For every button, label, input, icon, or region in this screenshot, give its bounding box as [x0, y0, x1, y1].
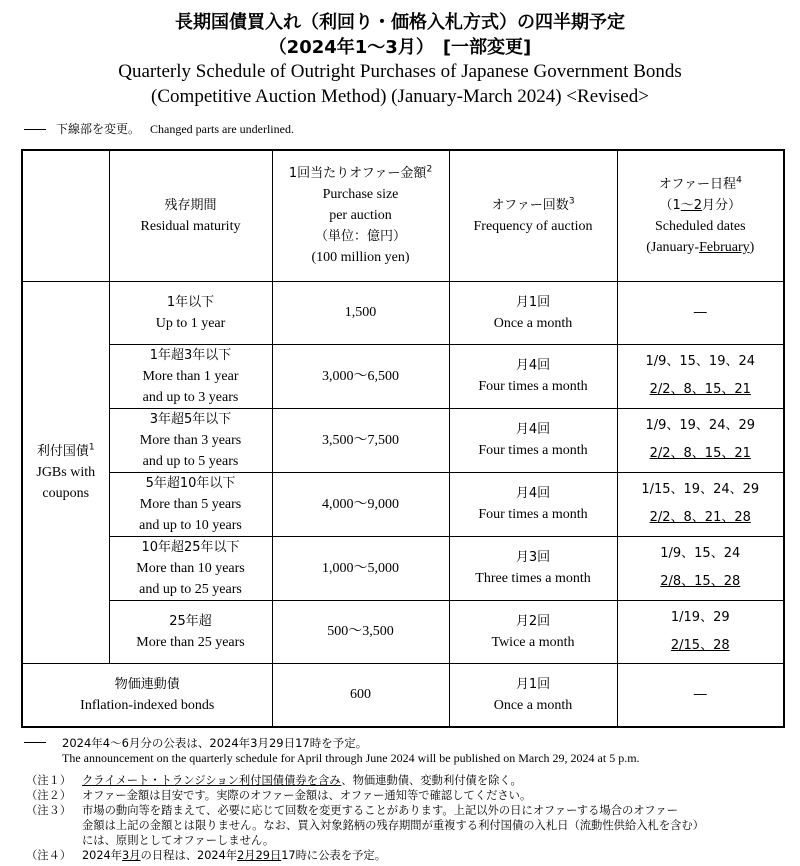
frequency-cell: 月3回 Three times a month: [449, 536, 617, 600]
title-en-line1: Quarterly Schedule of Outright Purchases of Japanese Government Bonds: [118, 61, 682, 82]
title-jp-line2: （2024年1～3月） [一部変更]: [268, 37, 532, 58]
size-cell: 500～3,500: [272, 600, 449, 663]
footer-en: The announcement on the quarterly schedule for April through June 2024 will be published on March 29, 2024 at 5 p.m.: [62, 751, 640, 765]
table-row: [22, 344, 784, 408]
note-1: （注１） クライメート・トランジション利付国債債券を含み、物価連動債、変動利付債を除く。: [26, 774, 522, 787]
dates-cell: 1/19、29 2/15、28: [617, 600, 784, 663]
dates-cell: 1/15、19、24、29 2/2、8、21、28: [617, 472, 784, 536]
table-row: [22, 472, 784, 536]
frequency-cell: 月1回 Once a month: [449, 281, 617, 344]
table-row: [22, 281, 784, 344]
dates-cell: 1/9、15、19、24 2/2、8、15、21: [617, 344, 784, 408]
note-2: （注２） オファー金額は目安です。実際のオファー金額は、オファー通知等で確認してください。: [26, 789, 532, 802]
dates-cell: 1/9、15、24 2/8、15、28: [617, 536, 784, 600]
frequency-cell: 月4回 Four times a month: [449, 344, 617, 408]
table-row: [22, 408, 784, 472]
dates-cell: ―: [617, 663, 784, 727]
notes: [26, 773, 786, 863]
note-3: （注３） 市場の動向等を踏まえて、必要に応じて回数を変更することがあります。上記以外の日にオファーする場合のオファー 金額は上記の金額とは限りません。なお、買入対象銘柄の残存期間が重複する利付国債の入札日（流動性供給入札を含む） には、原則としてオファーしません。: [26, 804, 705, 847]
frequency-cell: 月4回 Four times a month: [449, 472, 617, 536]
maturity-cell: 1年以下 Up to 1 year: [109, 281, 272, 344]
header-frequency: オファー回数$^3$ Frequency of auction: [449, 150, 617, 281]
note-4: （注４） 2024年3月の日程は、2024年2月29日17時に公表を予定。: [26, 849, 387, 862]
maturity-cell: 10年超25年以下 More than 10 years and up to 25 years: [109, 536, 272, 600]
frequency-cell: 月2回 Twice a month: [449, 600, 617, 663]
legend-en: Changed parts are underlined.: [150, 122, 294, 136]
title-jp-line1: 長期国債買入れ（利回り・価格入札方式）の四半期予定: [175, 12, 625, 33]
frequency-cell: 月4回 Four times a month: [449, 408, 617, 472]
size-cell: 3,000～6,500: [272, 344, 449, 408]
footer-dash: [24, 742, 46, 743]
size-cell: 3,500～7,500: [272, 408, 449, 472]
frequency-cell: 月1回 Once a month: [449, 663, 617, 727]
table-row: [22, 536, 784, 600]
header-blank: [22, 150, 109, 281]
title-en-line2: (Competitive Auction Method) (January-March 2024) <Revised>: [151, 86, 649, 107]
maturity-cell: 1年超3年以下 More than 1 year and up to 3 years: [109, 344, 272, 408]
header-purchase-size: 1回当たりオファー金額$^2$ Purchase size per auction （単位：億円） (100 million yen): [272, 150, 449, 281]
inflation-label: 物価連動債 Inflation-indexed bonds: [22, 663, 272, 727]
legend-dash: [24, 129, 46, 130]
table-row: [22, 600, 784, 663]
legend-jp: 下線部を変更。: [56, 122, 141, 136]
header-row: [22, 150, 784, 281]
maturity-cell: 25年超 More than 25 years: [109, 600, 272, 663]
schedule-table: [21, 149, 785, 728]
size-cell: 4,000～9,000: [272, 472, 449, 536]
maturity-cell: 5年超10年以下 More than 5 years and up to 10 years: [109, 472, 272, 536]
group-jgbs-coupons: 利付国債$^1$ JGBs with coupons: [22, 281, 109, 663]
header-dates: オファー日程$^4$ （1～2月分） Scheduled dates (January-February): [617, 150, 784, 281]
header-maturity: 残存期間 Residual maturity: [109, 150, 272, 281]
size-cell: 600: [272, 663, 449, 727]
legend: [24, 120, 294, 137]
inflation-row: [22, 663, 784, 727]
size-cell: 1,500: [272, 281, 449, 344]
size-cell: 1,000～5,000: [272, 536, 449, 600]
maturity-cell: 3年超5年以下 More than 3 years and up to 5 years: [109, 408, 272, 472]
dates-cell: 1/9、19、24、29 2/2、8、15、21: [617, 408, 784, 472]
footer-jp: 2024年4～6月分の公表は、2024年3月29日17時を予定。: [62, 736, 368, 750]
dates-cell: ―: [617, 281, 784, 344]
